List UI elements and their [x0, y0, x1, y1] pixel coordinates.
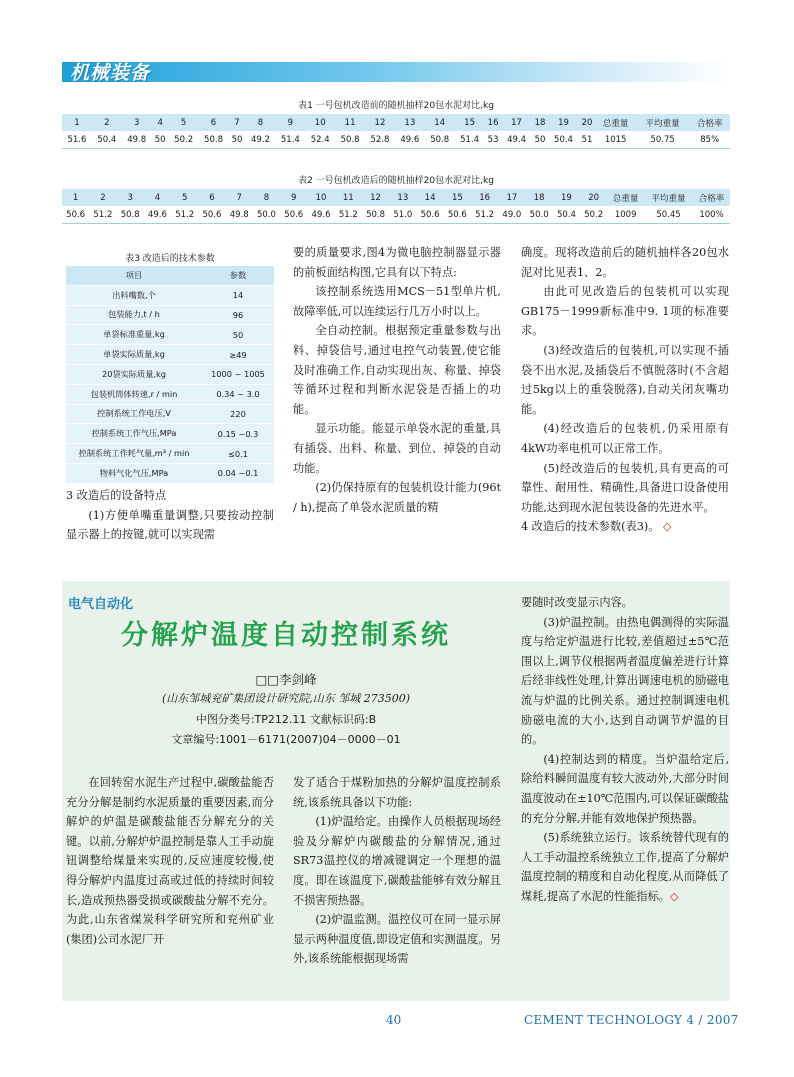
header-cell: 1	[62, 114, 92, 131]
value-cell: 51.2	[171, 206, 198, 224]
paragraph: 发了适合于煤粉加热的分解炉温度控制系统,该系统具备以下功能:	[293, 776, 501, 809]
header-cell: 13	[389, 189, 416, 206]
paragraph: (2)仍保持原有的包装机设计能力(96t / h),提高了单袋水泥质量的精	[293, 481, 501, 514]
article2-classification: 中图分类号:TP212.11 文献标识码:B	[195, 713, 377, 726]
value-cell: 50.8	[117, 206, 144, 224]
header-cell: 14	[416, 189, 443, 206]
value-cell: 49.0	[498, 206, 525, 224]
section-heading	[521, 517, 729, 537]
paragraph: (3)经改造后的包装机,可以实现不插袋不出水泥,及插袋后不慎脱落时(不含超过5kg以上的重袋脱落),自动关闭灰嘴功能。	[521, 343, 729, 416]
header-cell: 2	[92, 114, 122, 131]
table2	[62, 189, 730, 224]
table3-header-row	[66, 266, 274, 285]
table3-param-cell: 0.04 ~0.1	[202, 463, 274, 482]
paragraph: (1)炉温给定。由操作人员根据现场经验及分解炉内碳酸盐的分解情况,通过SR73温控仪的增减键调定一个理想的温度。即在该温度下,碳酸盐能够有效分解且不损害预热器。	[293, 815, 501, 907]
article1-column-3	[521, 243, 729, 537]
article1-column-2	[293, 243, 501, 517]
paragraph: 确度。现将改造前后的随机抽样各20包水泥对比见表1、2。	[521, 246, 729, 279]
header-cell: 5	[171, 189, 198, 206]
table3-row	[66, 384, 274, 404]
header-cell: 11	[335, 114, 365, 131]
header-cell: 17	[498, 189, 525, 206]
header-band	[62, 62, 730, 82]
header-cell: 5	[169, 114, 199, 131]
paragraph: 该控制系统选用MCS－51型单片机,故障率低,可以连续运行几万小时以上。	[293, 285, 501, 318]
table3-header-param: 参数	[202, 266, 274, 285]
header-cell: 总重量	[596, 114, 636, 131]
table2-header-row	[62, 189, 730, 206]
header-cell: 11	[335, 189, 362, 206]
value-cell: 49.6	[395, 131, 425, 149]
header-cell: 总重量	[607, 189, 644, 206]
table3	[66, 266, 274, 483]
header-cell: 13	[395, 114, 425, 131]
header-cell: 2	[89, 189, 116, 206]
paragraph: (1)方便单嘴重量调整,只要按动控制显示器上的按键,就可以实现需	[66, 508, 274, 542]
table3-row	[66, 325, 274, 345]
table2-value-row	[62, 206, 730, 224]
value-cell: 50	[228, 131, 245, 149]
header-cell: 14	[425, 114, 455, 131]
value-cell: 53	[485, 131, 502, 149]
paragraph: (5)经改造后的包装机,具有更高的可靠性、耐用性、精确性,具备进口设备使用功能,达到现水泥包装设备的先进水平。	[521, 461, 729, 514]
header-cell: 8	[253, 189, 280, 206]
paragraph: 由此可见改造后的包装机可以实现GB175－1999新标准中9. 1项的标准要求。	[521, 285, 729, 338]
value-cell: 49.4	[502, 131, 532, 149]
value-cell: 50.6	[444, 206, 471, 224]
header-cell: 6	[198, 189, 225, 206]
value-cell: 50.2	[169, 131, 199, 149]
value-cell: 50.45	[644, 206, 693, 224]
table3-item-cell: 单袋标准重量,kg	[66, 325, 202, 345]
article2-affiliation: (山东邹城兖矿集团设计研究院,山东 邹城 273500)	[161, 692, 411, 705]
header-cell: 7	[226, 189, 253, 206]
section-heading: 3 改造后的设备特点	[66, 489, 167, 502]
header-cell: 1	[62, 189, 89, 206]
header-cell: 16	[471, 189, 498, 206]
table3-item-cell: 控制系统工作电压,V	[66, 404, 202, 424]
value-cell: 50.4	[549, 131, 579, 149]
table3-param-cell: ≥49	[202, 345, 274, 365]
header-cell: 7	[228, 114, 245, 131]
paragraph: (4)控制达到的精度。当炉温给定后,除给料瞬间温度有较大波动外,大部分时间温度波动在±10℃范围内,可以保证碳酸盐的充分分解,并能有效地保护预热器。	[521, 752, 729, 825]
table3-param-cell: 96	[202, 305, 274, 325]
value-cell: 100%	[693, 206, 730, 224]
table3-param-cell: ≤0.1	[202, 444, 274, 464]
article2-author: □□李剑峰	[255, 672, 317, 687]
value-cell: 50.6	[280, 206, 307, 224]
header-cell: 平均重量	[644, 189, 693, 206]
header-cell: 18	[531, 114, 548, 131]
table3-item-cell: 控制系统工作耗气量,m³ / min	[66, 444, 202, 464]
paragraph: 显示功能。能显示单袋水泥的重量,具有插袋、出料、称量、到位、掉袋的自动功能。	[293, 422, 501, 475]
table3-param-cell: 0.15 ~0.3	[202, 424, 274, 444]
paragraph: (2)炉温监测。温控仪可在同一显示屏显示两种温度值,即设定值和实测温度。另外,该系统能根据现场需	[293, 913, 501, 966]
header-cell: 合格率	[693, 189, 730, 206]
diamond-end-mark-icon: ◇	[670, 889, 679, 903]
value-cell: 50.8	[362, 206, 389, 224]
header-cell: 15	[455, 114, 485, 131]
diamond-end-mark-icon: ◇	[662, 520, 672, 534]
value-cell: 1009	[607, 206, 644, 224]
table3-row	[66, 444, 274, 464]
table3-row	[66, 305, 274, 325]
value-cell: 50	[531, 131, 548, 149]
value-cell: 52.8	[365, 131, 395, 149]
header-cell: 4	[144, 189, 171, 206]
header-cell: 20	[578, 114, 595, 131]
header-cell: 20	[580, 189, 607, 206]
article2-section-tag: 电气自动化	[68, 597, 134, 612]
value-cell: 50.0	[253, 206, 280, 224]
table3-item-cell: 单袋实际质量,kg	[66, 345, 202, 365]
article2-title: 分解炉温度自动控制系统	[121, 620, 451, 651]
value-cell: 1015	[596, 131, 636, 149]
table1-header-row	[62, 114, 730, 131]
table3-item-cell: 出料嘴数,个	[66, 285, 202, 305]
paragraph: (3)炉温控制。由热电偶测得的实际温度与给定炉温进行比较,差值超过±5℃范围以上,调节仪根据两者温度偏差进行计算后经非线性处理,计算出调速电机的励磁电流与炉温的比例关系。通过控制调速电机励磁电流的大小,达到自动调节炉温的目的。	[521, 615, 729, 747]
header-cell: 平均重量	[636, 114, 690, 131]
value-cell: 50	[152, 131, 169, 149]
value-cell: 51.2	[89, 206, 116, 224]
value-cell: 50.4	[92, 131, 122, 149]
value-cell: 50.75	[636, 131, 690, 149]
value-cell: 51.0	[389, 206, 416, 224]
journal-name: CEMENT TECHNOLOGY 4 / 2007	[524, 1013, 739, 1027]
header-cell: 10	[307, 189, 334, 206]
value-cell: 49.8	[122, 131, 152, 149]
value-cell: 52.4	[305, 131, 335, 149]
header-cell: 4	[152, 114, 169, 131]
table3-row	[66, 285, 274, 305]
page-number: 40	[386, 1013, 402, 1027]
header-cell: 9	[280, 189, 307, 206]
header-cell: 合格率	[689, 114, 730, 131]
table3-row	[66, 364, 274, 384]
header-cell: 19	[549, 114, 579, 131]
table3-header-item: 项目	[66, 266, 202, 285]
article2-column-2	[293, 773, 501, 969]
table2-caption: 表2 一号包机改造后的随机抽样20包水泥对比,kg	[298, 176, 494, 186]
header-cell: 19	[553, 189, 580, 206]
table3-row	[66, 463, 274, 482]
paragraph: 要的质量要求,图4为微电脑控制器显示器的前板面结构图,它具有以下特点:	[293, 246, 501, 279]
value-cell: 50.8	[425, 131, 455, 149]
header-cell: 18	[526, 189, 553, 206]
table3-item-cell: 包装机筒体转速,r / min	[66, 384, 202, 404]
value-cell: 50.4	[553, 206, 580, 224]
header-cell: 15	[444, 189, 471, 206]
value-cell: 49.6	[307, 206, 334, 224]
article2-column-1	[66, 773, 274, 949]
value-cell: 50.6	[198, 206, 225, 224]
header-cell: 3	[122, 114, 152, 131]
paragraph-text: (5)系统独立运行。该系统替代现有的人工手动温控系统独立工作,提高了分解炉温度控制的精度和自动化程度,从而降低了煤耗,提高了水泥的性能指标。	[521, 831, 729, 903]
table3-param-cell: 14	[202, 285, 274, 305]
section-header: 机械装备	[70, 62, 151, 84]
paragraph: (4)经改造后的包装机,仍采用原有4kW功率电机可以正常工作。	[521, 422, 729, 455]
header-cell: 8	[246, 114, 276, 131]
table1-caption: 表1 一号包机改造前的随机抽样20包水泥对比,kg	[298, 101, 494, 111]
paragraph: 要随时改变显示内容。	[521, 596, 633, 609]
header-cell: 16	[485, 114, 502, 131]
table3-item-cell: 20袋实际质量,kg	[66, 364, 202, 384]
header-cell: 12	[365, 114, 395, 131]
value-cell: 50.2	[580, 206, 607, 224]
value-cell: 51	[578, 131, 595, 149]
article1-column-1	[66, 486, 274, 545]
table1	[62, 114, 730, 149]
header-cell: 12	[362, 189, 389, 206]
value-cell: 50.8	[335, 131, 365, 149]
table3-item-cell: 控制系统工作气压,MPa	[66, 424, 202, 444]
paragraph	[521, 828, 729, 906]
table3-item-cell: 包装能力,t / h	[66, 305, 202, 325]
header-cell: 10	[305, 114, 335, 131]
header-cell: 17	[502, 114, 532, 131]
value-cell: 50.6	[62, 206, 89, 224]
table3-row	[66, 424, 274, 444]
paragraph: 在回转窑水泥生产过程中,碳酸盐能否充分分解是制约水泥质量的重要因素,而分解炉的炉温是碳酸盐能否分解充分的关键。以前,分解炉炉温控制是靠人工手动旋钮调整给煤量来实现的,反应速度较慢,使得分解炉内温度过高或过低的持续时间较长,造成预热器受损或碳酸盐分解不充分。为此,山东省煤炭科学研究所和兖州矿业(集团)公司水泥厂开	[66, 776, 274, 946]
table3-param-cell: 0.34 ~ 3.0	[202, 384, 274, 404]
header-cell: 3	[117, 189, 144, 206]
value-cell: 51.6	[62, 131, 92, 149]
value-cell: 51.2	[471, 206, 498, 224]
article2-column-3	[521, 593, 729, 907]
table3-item-cell: 物料气化气压,MPa	[66, 463, 202, 482]
section-heading-text: 4 改造后的技术参数(表3)。	[521, 520, 660, 534]
value-cell: 49.6	[144, 206, 171, 224]
article2-article-number: 文章编号:1001－6171(2007)04－0000－01	[171, 733, 401, 746]
table3-param-cell: 1000 ~ 1005	[202, 364, 274, 384]
value-cell: 49.8	[226, 206, 253, 224]
table3-row	[66, 404, 274, 424]
header-cell: 9	[275, 114, 305, 131]
paragraph: 全自动控制。根据预定重量参数与出料、掉袋信号,通过电控气动装置,使它能及时准确工作,自动实现出灰、称量、掉袋等循环过程和判断水泥袋是否插上的功能。	[293, 324, 501, 416]
value-cell: 50.0	[526, 206, 553, 224]
value-cell: 51.4	[275, 131, 305, 149]
value-cell: 49.2	[246, 131, 276, 149]
table3-row	[66, 345, 274, 365]
table3-param-cell: 50	[202, 325, 274, 345]
table3-param-cell: 220	[202, 404, 274, 424]
value-cell: 50.6	[416, 206, 443, 224]
table3-caption: 表3 改造后的技术参数	[125, 254, 215, 264]
table1-value-row	[62, 131, 730, 149]
header-cell: 6	[199, 114, 229, 131]
value-cell: 85%	[689, 131, 730, 149]
value-cell: 50.8	[199, 131, 229, 149]
value-cell: 51.2	[335, 206, 362, 224]
value-cell: 51.4	[455, 131, 485, 149]
